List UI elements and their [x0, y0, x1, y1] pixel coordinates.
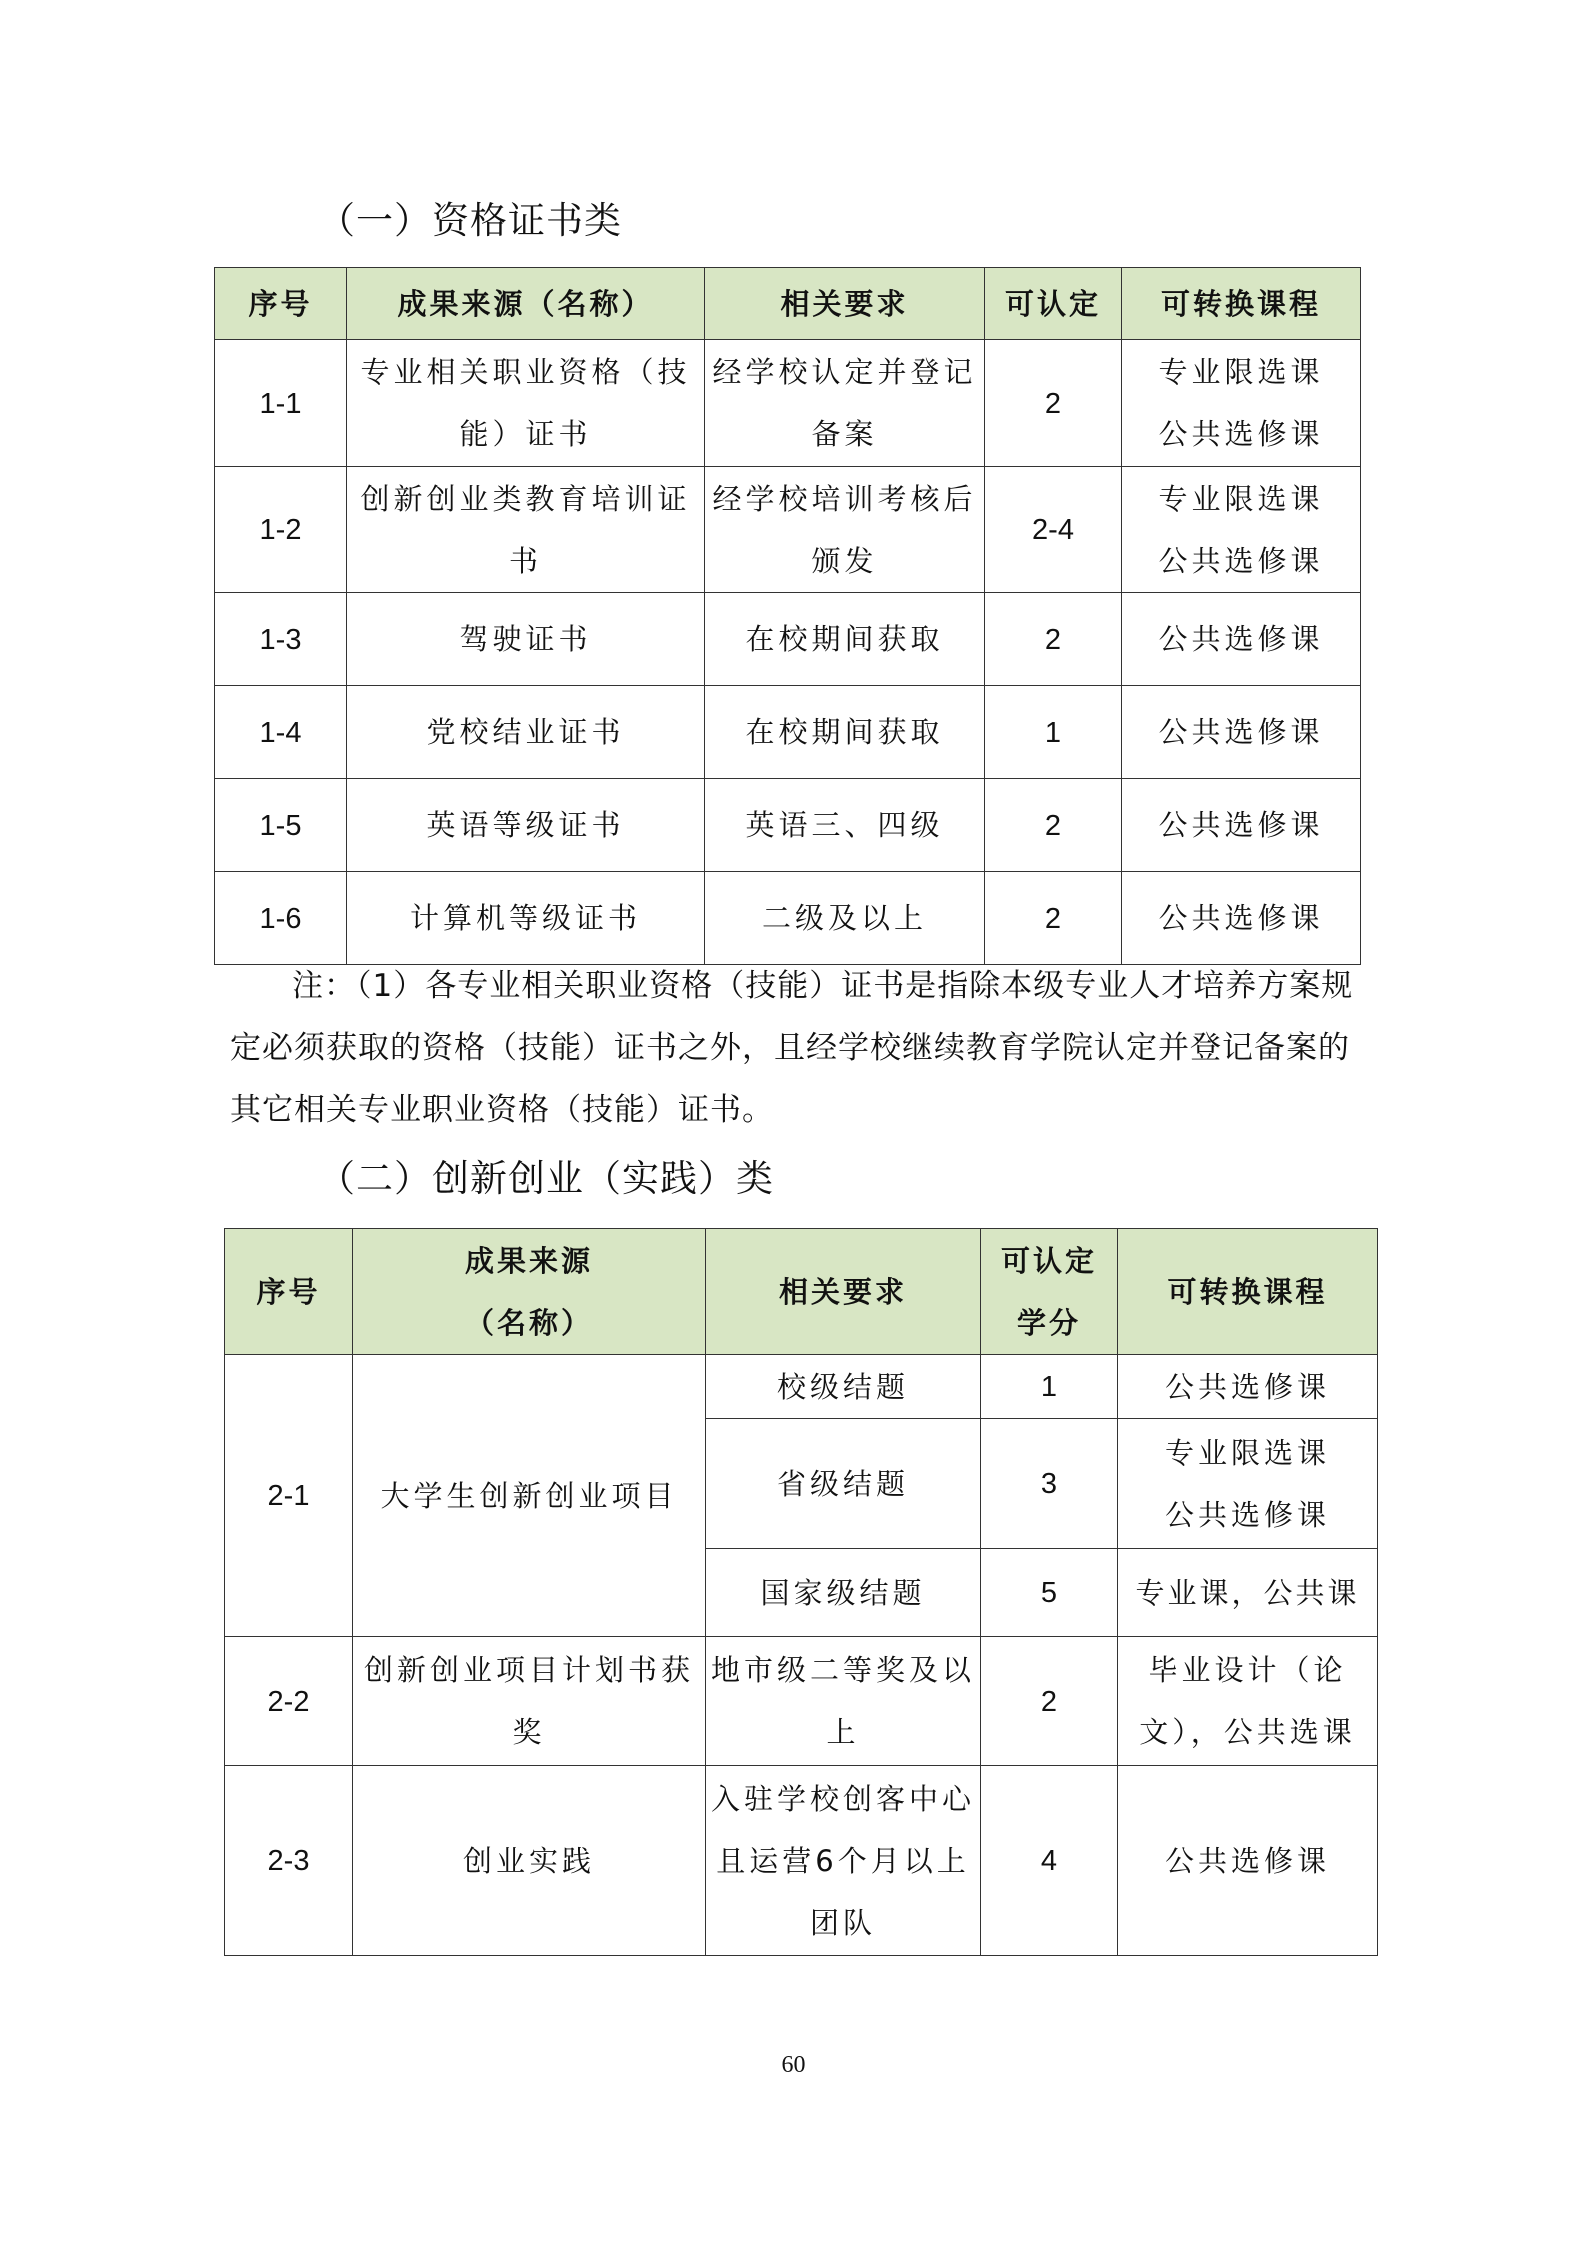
- row-source: 创新创业类教育培训证书: [347, 467, 705, 593]
- row-index: 1-3: [215, 593, 347, 686]
- row-requirement: 在校期间获取: [705, 593, 985, 686]
- table-header-row: [215, 268, 1361, 340]
- certificate-table: [214, 267, 1361, 965]
- table-row: [215, 467, 1361, 593]
- row-index: 1-6: [215, 872, 347, 965]
- row-course: 公共选修课: [1122, 779, 1361, 872]
- row-index: 2-3: [225, 1766, 353, 1956]
- row-requirement: 二级及以上: [705, 872, 985, 965]
- row-source: 创新创业项目计划书获奖: [353, 1637, 706, 1766]
- section2-title: （二）创新创业（实践）类: [318, 1157, 774, 1200]
- table-row: [215, 686, 1361, 779]
- row-source: 专业相关职业资格（技能）证书: [347, 340, 705, 467]
- row-credit: 3: [981, 1419, 1118, 1549]
- row-credit: 2: [985, 593, 1122, 686]
- row-credit: 2: [985, 872, 1122, 965]
- header-index: 序号: [225, 1229, 353, 1355]
- row-source: 计算机等级证书: [347, 872, 705, 965]
- row-credit: 2: [985, 779, 1122, 872]
- row-course: 专业限选课 公共选修课: [1118, 1419, 1378, 1549]
- header-course: 可转换课程: [1122, 268, 1361, 340]
- header-requirement: 相关要求: [705, 268, 985, 340]
- row-credit: 1: [981, 1355, 1118, 1419]
- row-source: 英语等级证书: [347, 779, 705, 872]
- table-row: [225, 1637, 1378, 1766]
- row-course: 专业课，公共课: [1118, 1549, 1378, 1637]
- row-credit: 4: [981, 1766, 1118, 1956]
- row-source: 创业实践: [353, 1766, 706, 1956]
- row-source: 驾驶证书: [347, 593, 705, 686]
- table-row: [225, 1766, 1378, 1956]
- row-course: 公共选修课: [1118, 1766, 1378, 1956]
- row-credit: 2: [981, 1637, 1118, 1766]
- row-course: 公共选修课: [1118, 1355, 1378, 1419]
- header-source: 成果来源（名称）: [347, 268, 705, 340]
- header-requirement: 相关要求: [706, 1229, 981, 1355]
- header-course: 可转换课程: [1118, 1229, 1378, 1355]
- table-row: [215, 593, 1361, 686]
- row-course: 毕业设计（论文），公共选课: [1118, 1637, 1378, 1766]
- row-index: 2-1: [225, 1355, 353, 1637]
- table-row: [215, 872, 1361, 965]
- row-credit: 5: [981, 1549, 1118, 1637]
- row-requirement: 省级结题: [706, 1419, 981, 1549]
- row-credit: 2: [985, 340, 1122, 467]
- row-index: 1-1: [215, 340, 347, 467]
- section1-title: （一）资格证书类: [318, 199, 622, 242]
- row-course: 专业限选课 公共选修课: [1122, 340, 1361, 467]
- page-number: 60: [781, 2052, 806, 2078]
- row-requirement: 经学校认定并登记备案: [705, 340, 985, 467]
- table-row: [225, 1355, 1378, 1419]
- header-credit: 可认定 学分: [981, 1229, 1118, 1355]
- row-requirement: 地市级二等奖及以上: [706, 1637, 981, 1766]
- row-course: 公共选修课: [1122, 872, 1361, 965]
- row-credit: 1: [985, 686, 1122, 779]
- note-paragraph: 注：（1）各专业相关职业资格（技能）证书是指除本级专业人才培养方案规定必须获取的资格（技能）证书之外，且经学校继续教育学院认定并登记备案的其它相关专业职业资格（技能）证书。: [230, 968, 1354, 1128]
- row-source: 大学生创新创业项目: [353, 1355, 706, 1637]
- row-requirement: 入驻学校创客中心且运营6个月以上团队: [706, 1766, 981, 1956]
- header-index: 序号: [215, 268, 347, 340]
- row-course: 公共选修课: [1122, 593, 1361, 686]
- row-index: 1-5: [215, 779, 347, 872]
- row-requirement: 在校期间获取: [705, 686, 985, 779]
- row-index: 2-2: [225, 1637, 353, 1766]
- row-course: 专业限选课 公共选修课: [1122, 467, 1361, 593]
- row-index: 1-4: [215, 686, 347, 779]
- row-index: 1-2: [215, 467, 347, 593]
- row-requirement: 国家级结题: [706, 1549, 981, 1637]
- table-row: [215, 340, 1361, 467]
- row-requirement: 经学校培训考核后颁发: [705, 467, 985, 593]
- table-header-row: [225, 1229, 1378, 1355]
- row-credit: 2-4: [985, 467, 1122, 593]
- row-requirement: 校级结题: [706, 1355, 981, 1419]
- header-credit: 可认定: [985, 268, 1122, 340]
- row-source: 党校结业证书: [347, 686, 705, 779]
- innovation-table: [224, 1228, 1378, 1956]
- header-source: 成果来源 （名称）: [353, 1229, 706, 1355]
- row-course: 公共选修课: [1122, 686, 1361, 779]
- row-requirement: 英语三、四级: [705, 779, 985, 872]
- table-row: [215, 779, 1361, 872]
